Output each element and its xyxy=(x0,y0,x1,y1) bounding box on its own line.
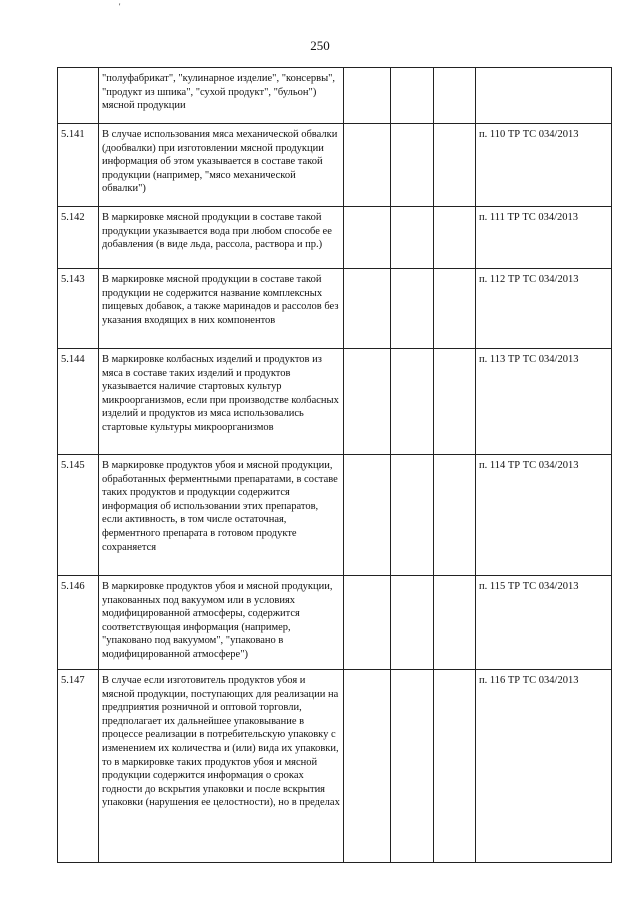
regulation-ref: п. 110 ТР ТС 034/2013 xyxy=(476,124,612,207)
row-number: 5.143 xyxy=(58,269,99,349)
empty-cell xyxy=(434,349,476,455)
regulation-ref: п. 114 ТР ТС 034/2013 xyxy=(476,455,612,576)
empty-cell xyxy=(434,576,476,670)
row-number: 5.142 xyxy=(58,207,99,269)
empty-cell xyxy=(391,68,434,124)
table-row xyxy=(58,207,612,269)
table-row xyxy=(58,68,612,124)
empty-cell xyxy=(344,670,391,863)
empty-cell xyxy=(391,124,434,207)
empty-cell xyxy=(344,455,391,576)
empty-cell xyxy=(391,269,434,349)
table-row xyxy=(58,269,612,349)
requirements-table xyxy=(57,67,612,863)
empty-cell xyxy=(344,349,391,455)
empty-cell xyxy=(391,455,434,576)
empty-cell xyxy=(434,68,476,124)
table-row xyxy=(58,124,612,207)
table-row xyxy=(58,349,612,455)
empty-cell xyxy=(391,207,434,269)
table-row xyxy=(58,670,612,863)
regulation-ref: п. 111 ТР ТС 034/2013 xyxy=(476,207,612,269)
regulation-ref: п. 113 ТР ТС 034/2013 xyxy=(476,349,612,455)
regulation-ref: п. 112 ТР ТС 034/2013 xyxy=(476,269,612,349)
requirement-text: В случае если изготовитель продуктов убоя и мясной продукции, поступающих для реализации на предприятия розничной и оптовой торговли, предполагает их дальнейшее упаковывание в процессе реализации в потребительскую упаковку с изменением их количества и (или) вида их упаковки, то в маркировке таких продуктов убоя и мясной продукции содержится информация о сроках годности до вскрытия упаковки и после вскрытия упаковки (нарушения ее целостности), но в пределах xyxy=(99,670,344,863)
table-row xyxy=(58,455,612,576)
requirement-text: В маркировке мясной продукции в составе такой продукции не содержится название комплексных пищевых добавок, а также маринадов и рассолов без указания входящих в них компонентов xyxy=(99,269,344,349)
empty-cell xyxy=(391,576,434,670)
row-number: 5.147 xyxy=(58,670,99,863)
empty-cell xyxy=(344,269,391,349)
empty-cell xyxy=(344,207,391,269)
empty-cell xyxy=(434,124,476,207)
empty-cell xyxy=(434,269,476,349)
empty-cell xyxy=(344,124,391,207)
requirement-text: В случае использования мяса механической обвалки (дообвалки) при изготовлении мясной продукции информация об этом указывается в составе такой продукции (например, "мясо механической обвалки") xyxy=(99,124,344,207)
empty-cell xyxy=(434,455,476,576)
page-number: 250 xyxy=(310,38,330,53)
requirement-text: В маркировке продуктов убоя и мясной продукции, упакованных под вакуумом или в условиях модифицированной атмосферы, содержится соответствующая информация (например, "упаковано под вакуумом", "упаковано в модифицированной атмосфере") xyxy=(99,576,344,670)
empty-cell xyxy=(434,670,476,863)
row-number: 5.146 xyxy=(58,576,99,670)
row-number: 5.145 xyxy=(58,455,99,576)
regulation-ref: п. 116 ТР ТС 034/2013 xyxy=(476,670,612,863)
regulation-ref: п. 115 ТР ТС 034/2013 xyxy=(476,576,612,670)
regulation-ref xyxy=(476,68,612,124)
table-row xyxy=(58,576,612,670)
empty-cell xyxy=(391,670,434,863)
empty-cell xyxy=(391,349,434,455)
scan-mark: ' xyxy=(119,2,121,11)
requirement-text: В маркировке продуктов убоя и мясной продукции, обработанных ферментными препаратами, в составе таких продуктов и продукции содержится информация об использовании этих препаратов, если активность, в том числе остаточная, ферментного препарата в готовом продукте сохраняется xyxy=(99,455,344,576)
requirement-text: В маркировке мясной продукции в составе такой продукции указывается вода при любом способе ее добавления (в виде льда, рассола, раствора и пр.) xyxy=(99,207,344,269)
requirement-text: В маркировке колбасных изделий и продуктов из мяса в составе таких изделий и продуктов указывается наличие стартовых культур микроорганизмов, если при производстве колбасных изделий и продуктов из мяса использовались стартовые культуры микроорганизмов xyxy=(99,349,344,455)
requirement-text: "полуфабрикат", "кулинарное изделие", "консервы", "продукт из шпика", "сухой продукт", "бульон") мясной продукции xyxy=(99,68,344,124)
row-number: 5.144 xyxy=(58,349,99,455)
empty-cell xyxy=(434,207,476,269)
empty-cell xyxy=(344,576,391,670)
empty-cell xyxy=(344,68,391,124)
row-number: 5.141 xyxy=(58,124,99,207)
row-number xyxy=(58,68,99,124)
